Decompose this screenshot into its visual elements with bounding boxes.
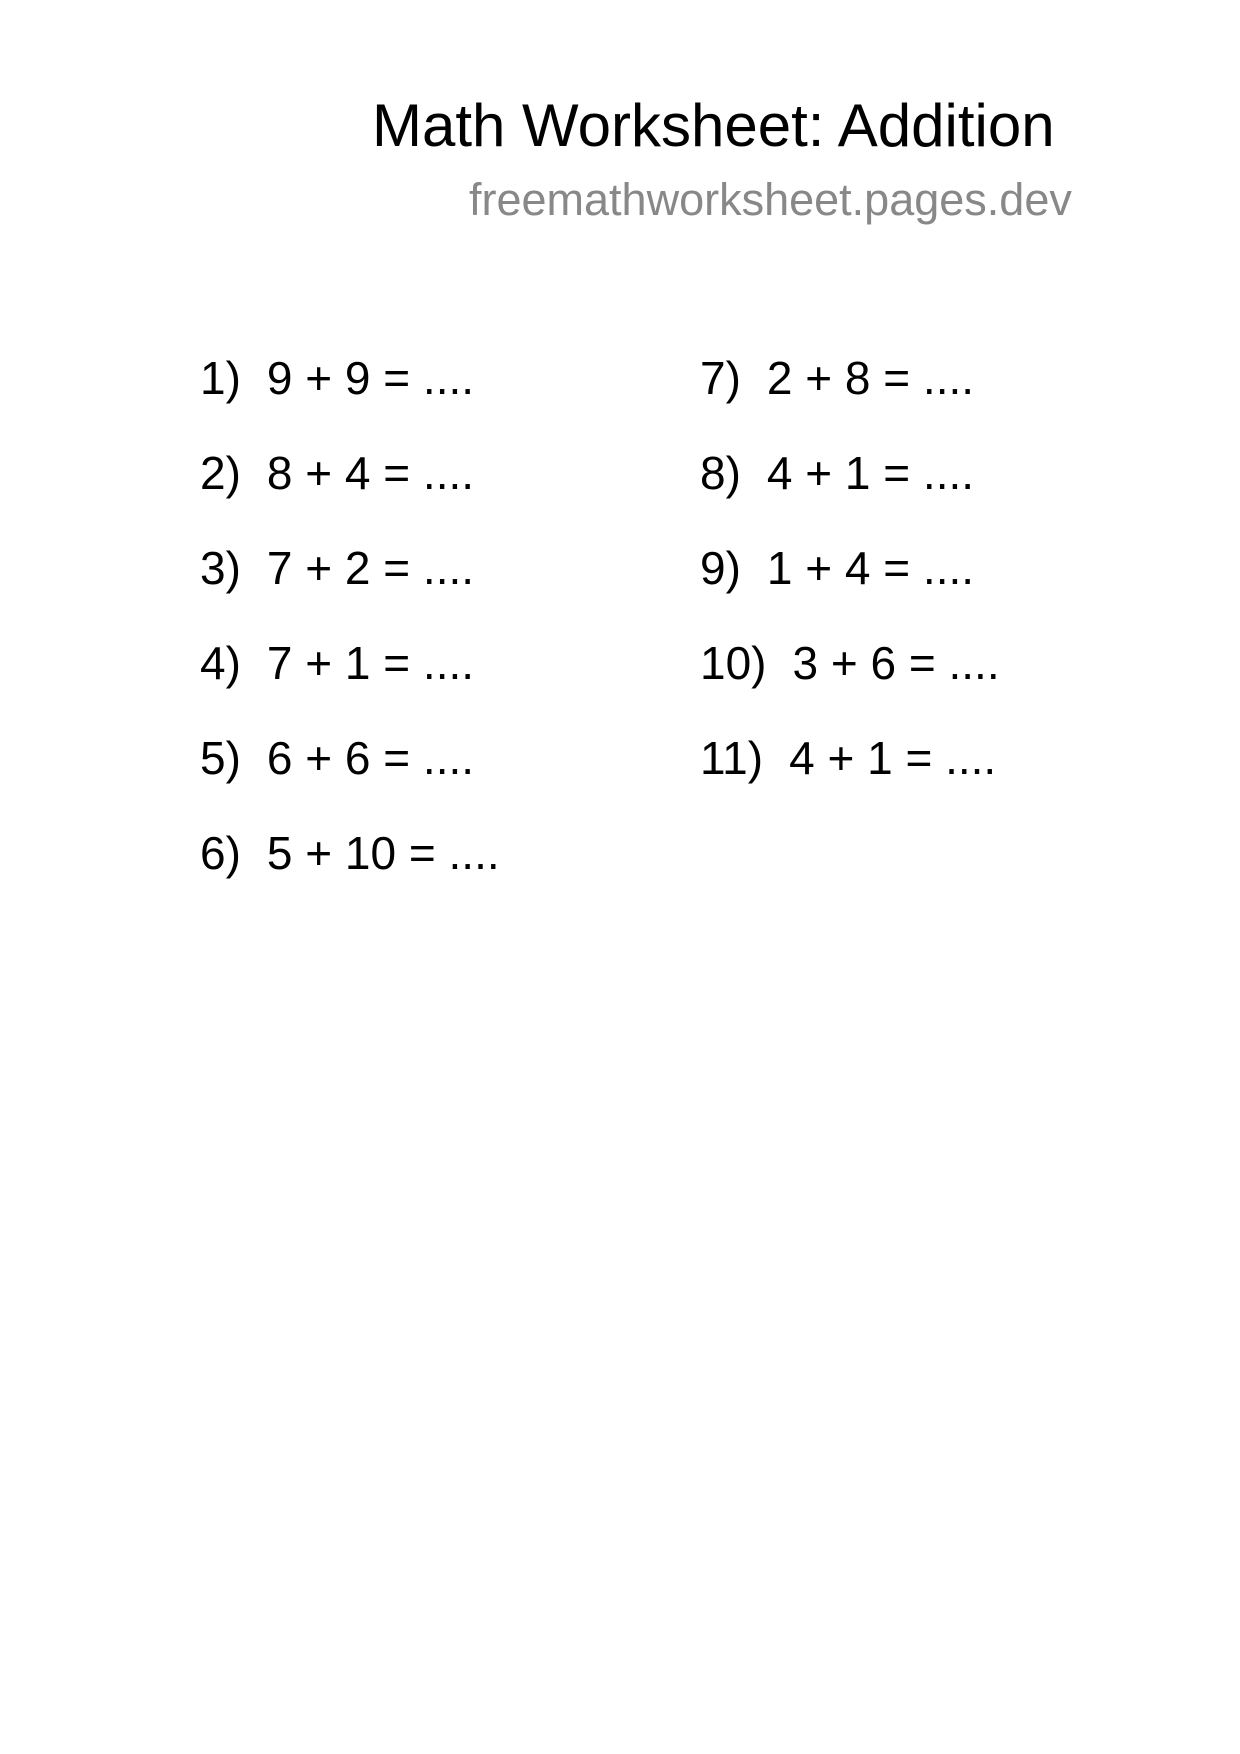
problem-row-6 xyxy=(200,805,500,900)
problem-number: 1) xyxy=(200,351,241,404)
problem-expression: 4 + 1 = .... xyxy=(789,731,997,784)
problem-expression: 6 + 6 = .... xyxy=(266,731,475,784)
problem-number: 11) xyxy=(700,731,764,784)
problem-number: 7) xyxy=(700,351,741,404)
problem-expression: 3 + 6 = .... xyxy=(792,636,1000,689)
problem-row-2 xyxy=(200,425,500,520)
problem-number: 6) xyxy=(200,826,241,879)
problem-row-8 xyxy=(700,425,1000,520)
problem-number: 8) xyxy=(700,446,741,499)
problem-expression: 8 + 4 = .... xyxy=(266,446,475,499)
problem-row-10 xyxy=(700,615,1000,710)
problem-expression: 5 + 10 = .... xyxy=(266,826,500,879)
problem-row-3 xyxy=(200,520,500,615)
problem-row-1 xyxy=(200,330,500,425)
problem-expression: 7 + 1 = .... xyxy=(266,636,475,689)
problem-number: 3) xyxy=(200,541,241,594)
problem-expression: 2 + 8 = .... xyxy=(766,351,975,404)
problem-expression: 7 + 2 = .... xyxy=(266,541,475,594)
page-title: Math Worksheet: Addition xyxy=(372,92,1055,159)
problem-row-5 xyxy=(200,710,500,805)
problem-number: 4) xyxy=(200,636,241,689)
problem-number: 2) xyxy=(200,446,241,499)
problems-column-right xyxy=(700,330,1000,805)
problems-column-left xyxy=(200,330,500,900)
problem-row-4 xyxy=(200,615,500,710)
problem-number: 9) xyxy=(700,541,741,594)
problem-expression: 4 + 1 = .... xyxy=(766,446,975,499)
problem-number: 10) xyxy=(700,636,767,689)
problem-number: 5) xyxy=(200,731,241,784)
problem-expression: 9 + 9 = .... xyxy=(266,351,475,404)
site-url: freemathworksheet.pages.dev xyxy=(469,174,1072,225)
problem-expression: 1 + 4 = .... xyxy=(766,541,975,594)
problem-row-7 xyxy=(700,330,1000,425)
problem-row-9 xyxy=(700,520,1000,615)
problem-row-11 xyxy=(700,710,1000,805)
